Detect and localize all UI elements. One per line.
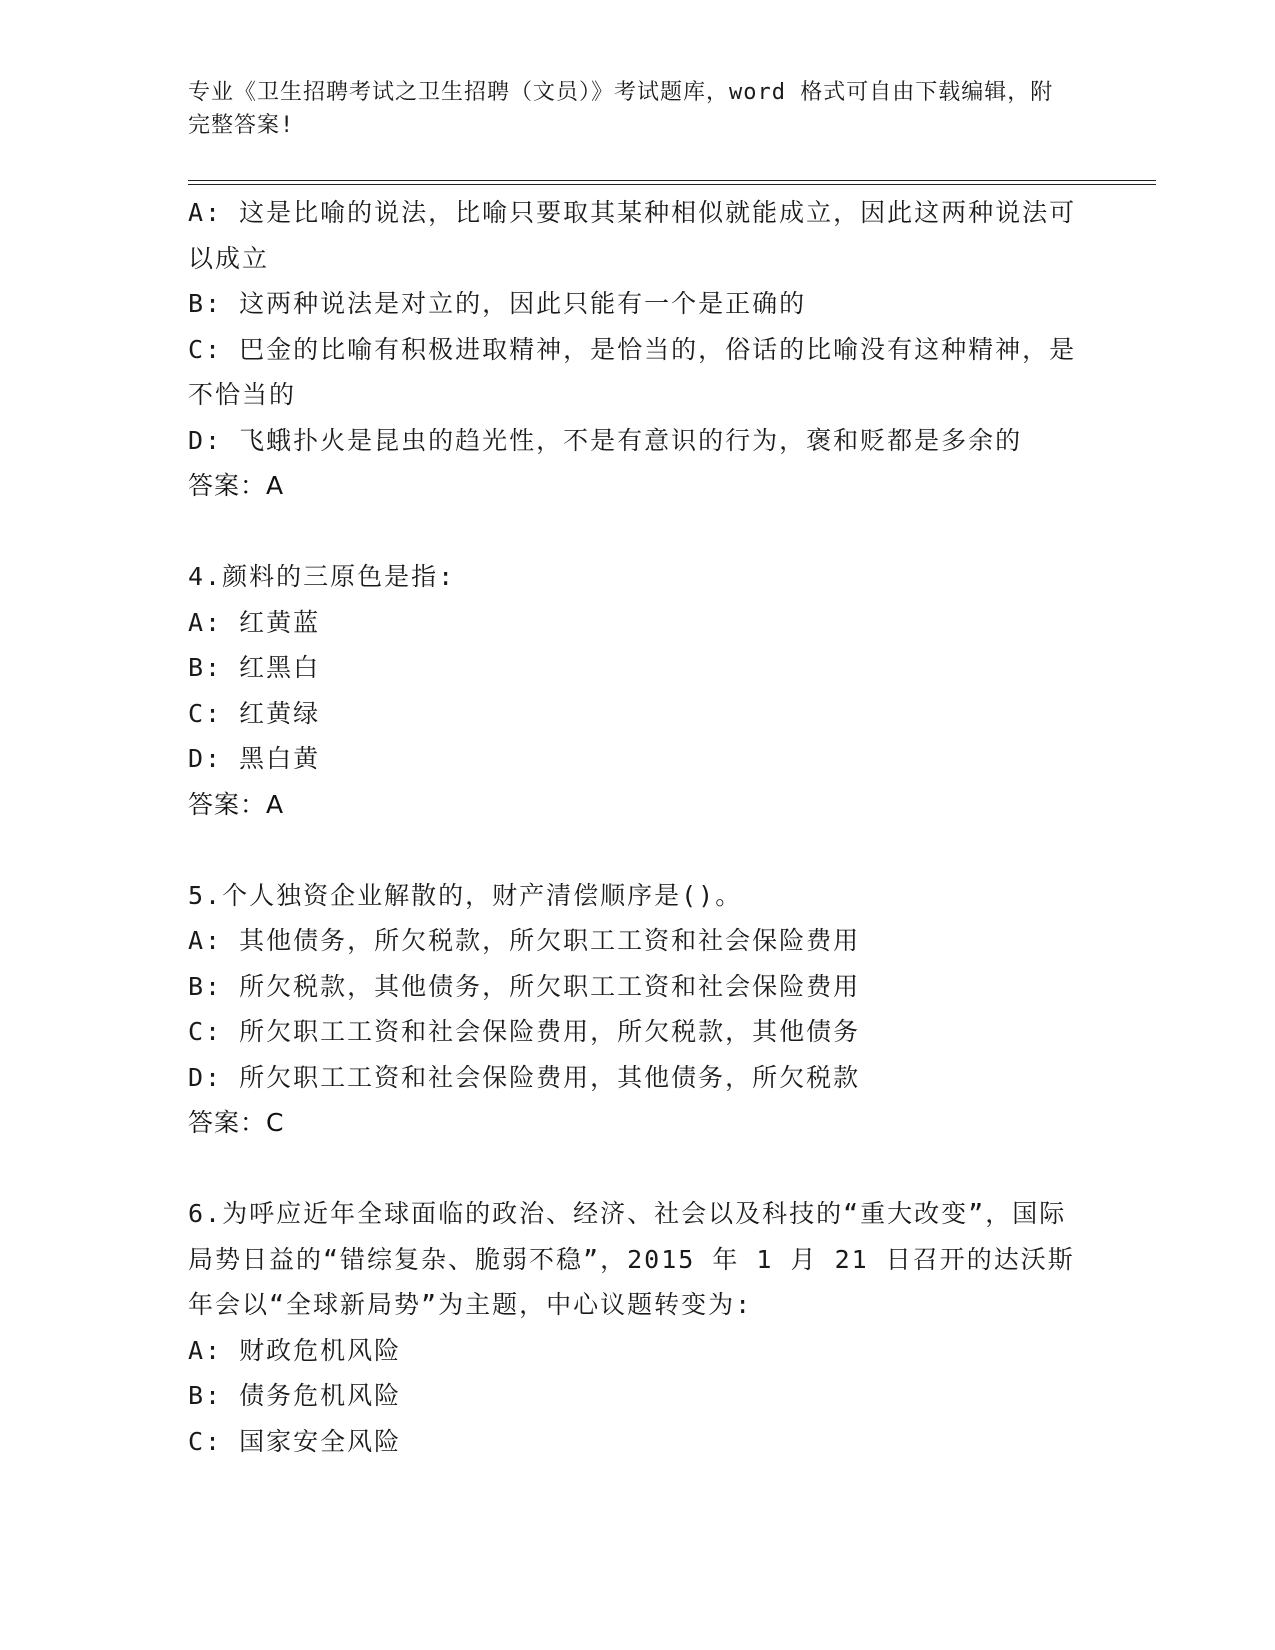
question-5-option-b: B: 所欠税款，其他债务，所欠职工工资和社会保险费用	[188, 971, 861, 1001]
spacer	[188, 509, 1088, 555]
question-6-option-a: A: 财政危机风险	[188, 1335, 402, 1365]
exam-content	[188, 190, 1088, 1464]
question-3-option-a: A: 这是比喻的说法，比喻只要取其某种相似就能成立，因此这两种说法可以成立	[188, 198, 1077, 273]
question-4-option-d: D: 黑白黄	[188, 744, 321, 773]
question-3-answer: 答案：A	[188, 471, 285, 500]
question-4-answer: 答案：A	[188, 789, 285, 819]
question-6-option-b: B: 债务危机风险	[188, 1381, 402, 1410]
question-3-block	[188, 190, 1088, 509]
question-4-option-b: B: 红黑白	[188, 653, 321, 682]
header-rule-top	[188, 180, 1156, 181]
question-5-option-d: D: 所欠职工工资和社会保险费用，其他债务，所欠税款	[188, 1062, 861, 1092]
question-3-option-d: D: 飞蛾扑火是昆虫的趋光性，不是有意识的行为，褒和贬都是多余的	[188, 425, 1023, 455]
question-5-option-c: C: 所欠职工工资和社会保险费用，所欠税款，其他债务	[188, 1017, 861, 1046]
question-6-option-c: C: 国家安全风险	[188, 1426, 402, 1456]
question-4-block	[188, 554, 1088, 827]
question-3-option-b: B: 这两种说法是对立的，因此只能有一个是正确的	[188, 289, 807, 318]
question-5-block	[188, 873, 1088, 1146]
question-5-option-a: A: 其他债务，所欠税款，所欠职工工资和社会保险费用	[188, 926, 861, 955]
header-rule-bottom	[188, 184, 1156, 185]
question-6-text: 6.为呼应近年全球面临的政治、经济、社会以及科技的“重大改变”，国际局势日益的“错综复杂、脆弱不稳”，2015 年 1 月 21 日召开的达沃斯年会以“全球新局势”为主题，中心议题转变为:	[188, 1199, 1075, 1319]
question-3-option-c: C: 巴金的比喻有积极进取精神，是恰当的，俗话的比喻没有这种精神，是不恰当的	[188, 334, 1077, 409]
question-6-block	[188, 1191, 1088, 1464]
document-header: 专业《卫生招聘考试之卫生招聘（文员）》考试题库，word 格式可自由下载编辑，附完整答案!	[188, 80, 1054, 138]
question-4-option-c: C: 红黄绿	[188, 698, 321, 728]
question-4-option-a: A: 红黄蓝	[188, 607, 321, 637]
spacer	[188, 1146, 1088, 1192]
question-5-text: 5.个人独资企业解散的，财产清偿顺序是()。	[188, 880, 743, 910]
spacer	[188, 827, 1088, 873]
question-5-answer: 答案：C	[188, 1108, 285, 1137]
question-4-text: 4.颜料的三原色是指:	[188, 562, 456, 591]
